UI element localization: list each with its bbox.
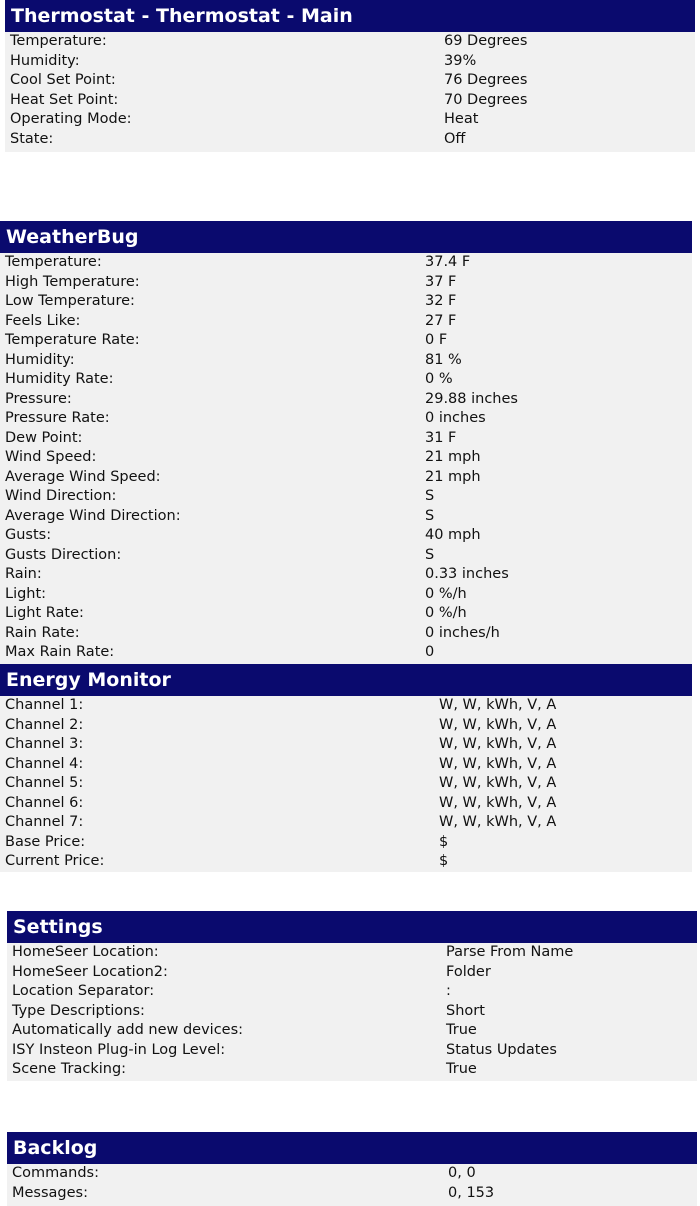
row-label: Light Rate:: [5, 605, 84, 621]
row-label: Humidity Rate:: [5, 371, 114, 387]
row-label: Max Rain Rate:: [5, 644, 115, 660]
row-value: 76 Degrees: [444, 72, 528, 88]
weatherbug-row: [0, 643, 692, 663]
thermostat-header: Thermostat - Thermostat - Main: [5, 0, 695, 32]
weatherbug-row: [0, 331, 692, 351]
backlog-body: [7, 1164, 697, 1206]
row-value: 70 Degrees: [444, 91, 528, 108]
row-label: Pressure Rate:: [5, 410, 110, 426]
row-value: W, W, kWh, V, A: [439, 716, 557, 733]
thermostat-row: [5, 52, 695, 72]
row-value: 0 inches/h: [425, 624, 500, 641]
weatherbug-row: [0, 468, 692, 488]
weatherbug-row: [0, 585, 692, 605]
row-label: Channel 5:: [5, 775, 84, 791]
thermostat-row: [5, 91, 695, 111]
row-label: Light:: [5, 585, 47, 602]
settings-row: [7, 1002, 697, 1022]
row-value: 69 Degrees: [444, 33, 528, 49]
row-label: Average Wind Direction:: [5, 507, 181, 524]
row-value: 0 %: [425, 371, 453, 387]
row-value: 0: [425, 644, 435, 660]
row-value: 32 F: [425, 293, 457, 309]
row-value: 0 %/h: [425, 585, 467, 602]
row-value: Short: [446, 1002, 485, 1019]
row-value: Off: [444, 130, 466, 147]
energy-row: [0, 813, 692, 833]
row-value: :: [446, 983, 451, 999]
row-label: Feels Like:: [5, 312, 81, 329]
row-value: 0, 153: [448, 1184, 495, 1201]
thermostat-body: [5, 32, 695, 152]
row-label: Channel 2:: [5, 716, 84, 733]
settings-body: [7, 943, 697, 1081]
energy-row: [0, 755, 692, 775]
row-value: 39%: [444, 52, 477, 69]
row-value: W, W, kWh, V, A: [439, 794, 557, 811]
settings-row: [7, 1060, 697, 1080]
row-value: Folder: [446, 963, 491, 980]
weatherbug-row: [0, 273, 692, 293]
row-value: W, W, kWh, V, A: [439, 755, 557, 772]
row-label: ISY Insteon Plug-in Log Level:: [12, 1041, 226, 1058]
row-label: Gusts Direction:: [5, 546, 122, 563]
row-label: Channel 1:: [5, 697, 84, 713]
row-label: HomeSeer Location:: [12, 944, 159, 960]
row-value: 0 inches: [425, 410, 486, 426]
weatherbug-row: [0, 351, 692, 371]
row-label: Channel 7:: [5, 814, 84, 830]
row-value: 40 mph: [425, 527, 481, 543]
row-label: Scene Tracking:: [12, 1061, 127, 1077]
row-value: W, W, kWh, V, A: [439, 775, 557, 791]
settings-row: [7, 982, 697, 1002]
weatherbug-row: [0, 448, 692, 468]
weatherbug-panel: [0, 221, 692, 664]
energy-row: [0, 735, 692, 755]
weatherbug-row: [0, 507, 692, 527]
backlog-row: [7, 1164, 697, 1184]
weatherbug-row: [0, 409, 692, 429]
weatherbug-row: [0, 546, 692, 566]
row-value: W, W, kWh, V, A: [439, 814, 557, 830]
energy-row: [0, 852, 692, 872]
settings-row: [7, 963, 697, 983]
row-value: W, W, kWh, V, A: [439, 697, 557, 713]
row-value: Status Updates: [446, 1041, 557, 1058]
energy-monitor-panel: [0, 664, 692, 872]
row-label: Commands:: [12, 1165, 99, 1181]
row-label: Channel 4:: [5, 755, 84, 772]
row-label: Messages:: [12, 1184, 88, 1201]
row-value: 21 mph: [425, 449, 481, 465]
energy-row: [0, 833, 692, 853]
settings-row: [7, 1021, 697, 1041]
energy-monitor-header: Energy Monitor: [0, 664, 692, 696]
row-value: $: [439, 853, 449, 869]
row-value: 27 F: [425, 312, 457, 329]
row-label: Temperature:: [10, 33, 107, 49]
row-value: 0, 0: [448, 1165, 476, 1181]
row-value: True: [446, 1061, 477, 1077]
settings-header: Settings: [7, 911, 697, 943]
settings-row: [7, 943, 697, 963]
row-value: 21 mph: [425, 468, 481, 485]
row-value: Heat: [444, 111, 479, 127]
settings-row: [7, 1041, 697, 1061]
row-value: 0 %/h: [425, 605, 467, 621]
weatherbug-row: [0, 526, 692, 546]
weatherbug-row: [0, 429, 692, 449]
row-value: S: [425, 507, 435, 524]
row-label: Type Descriptions:: [12, 1002, 145, 1019]
row-label: Base Price:: [5, 833, 86, 850]
energy-row: [0, 716, 692, 736]
row-label: HomeSeer Location2:: [12, 963, 168, 980]
row-label: Pressure:: [5, 390, 72, 407]
row-label: Wind Speed:: [5, 449, 97, 465]
row-value: S: [425, 488, 435, 504]
weatherbug-row: [0, 604, 692, 624]
weatherbug-row: [0, 565, 692, 585]
thermostat-row: [5, 110, 695, 130]
energy-row: [0, 774, 692, 794]
thermostat-row: [5, 71, 695, 91]
row-label: Current Price:: [5, 853, 105, 869]
row-label: Humidity:: [10, 52, 80, 69]
row-label: Location Separator:: [12, 983, 155, 999]
weatherbug-header: WeatherBug: [0, 221, 692, 253]
row-value: Parse From Name: [446, 944, 574, 960]
weatherbug-row: [0, 253, 692, 273]
row-label: Gusts:: [5, 527, 52, 543]
row-label: Temperature Rate:: [5, 332, 140, 348]
row-label: Operating Mode:: [10, 111, 132, 127]
weatherbug-row: [0, 370, 692, 390]
weatherbug-body: [0, 253, 692, 664]
settings-panel: [7, 911, 697, 1081]
row-label: State:: [10, 130, 54, 147]
weatherbug-row: [0, 292, 692, 312]
row-value: $: [439, 833, 449, 850]
row-value: 0.33 inches: [425, 566, 509, 582]
weatherbug-row: [0, 390, 692, 410]
thermostat-panel: [5, 0, 695, 152]
row-label: Dew Point:: [5, 429, 83, 446]
row-label: Channel 3:: [5, 736, 84, 752]
row-label: Humidity:: [5, 351, 75, 368]
energy-monitor-body: [0, 696, 692, 872]
row-label: Automatically add new devices:: [12, 1022, 244, 1038]
row-value: 0 F: [425, 332, 448, 348]
thermostat-row: [5, 130, 695, 150]
row-label: Channel 6:: [5, 794, 84, 811]
row-label: High Temperature:: [5, 273, 140, 290]
row-value: True: [446, 1022, 477, 1038]
weatherbug-row: [0, 487, 692, 507]
thermostat-row: [5, 32, 695, 52]
row-label: Wind Direction:: [5, 488, 117, 504]
weatherbug-row: [0, 312, 692, 332]
row-label: Temperature:: [5, 254, 102, 270]
row-value: 37 F: [425, 273, 457, 290]
row-value: W, W, kWh, V, A: [439, 736, 557, 752]
row-label: Heat Set Point:: [10, 91, 119, 108]
row-value: 29.88 inches: [425, 390, 518, 407]
backlog-header: Backlog: [7, 1132, 697, 1164]
row-value: 81 %: [425, 351, 462, 368]
row-label: Rain:: [5, 566, 42, 582]
energy-row: [0, 794, 692, 814]
row-value: 37.4 F: [425, 254, 471, 270]
weatherbug-row: [0, 624, 692, 644]
row-label: Average Wind Speed:: [5, 468, 161, 485]
backlog-row: [7, 1184, 697, 1204]
energy-row: [0, 696, 692, 716]
row-label: Cool Set Point:: [10, 72, 116, 88]
row-label: Rain Rate:: [5, 624, 80, 641]
row-value: S: [425, 546, 435, 563]
row-label: Low Temperature:: [5, 293, 135, 309]
backlog-panel: [7, 1132, 697, 1206]
row-value: 31 F: [425, 429, 457, 446]
